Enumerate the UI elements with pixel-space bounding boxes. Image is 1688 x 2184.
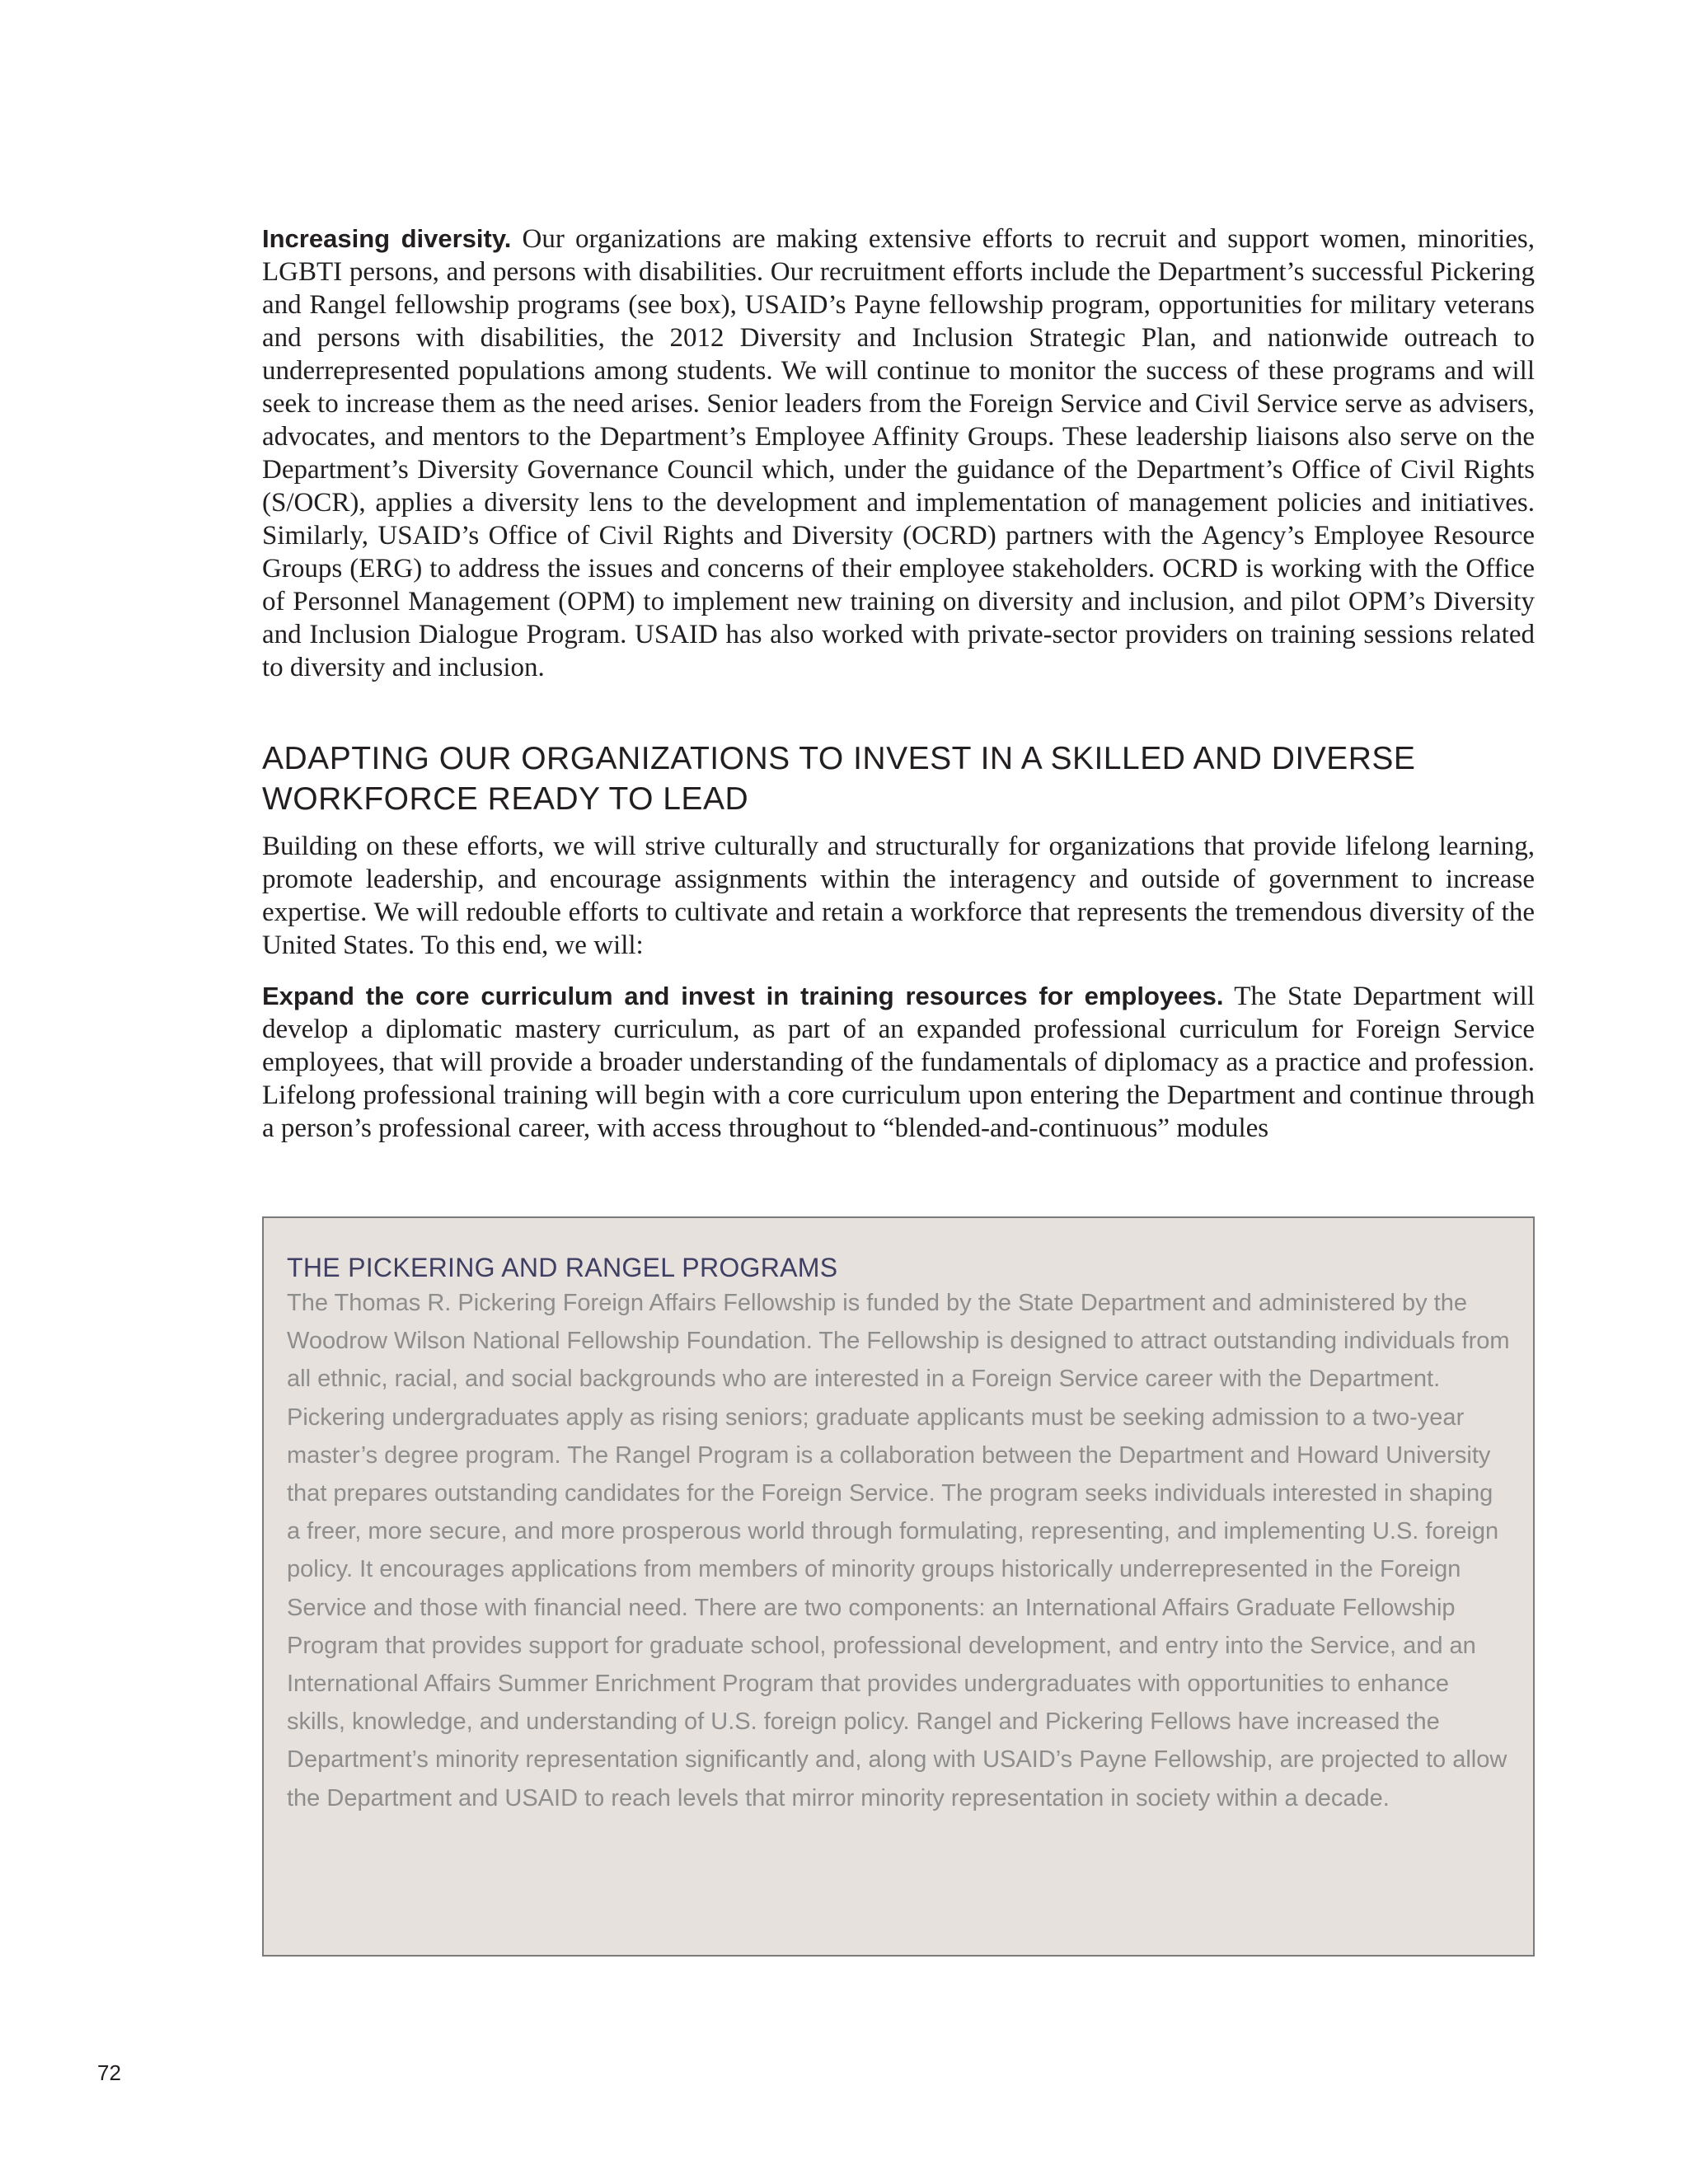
increasing-diversity-lead: Increasing diversity. <box>262 224 512 253</box>
sidebar-body: The Thomas R. Pickering Foreign Affairs Fellowship is funded by the State Department and administered by the Woodrow Wilson National Fellowship Foundation. The Fellowship is designed to attract outstanding individuals from all ethnic, racial, and social backgrounds who are interested in a Foreign Service career with the Department. Pickering undergraduates apply as rising seniors; graduate applicants must be seeking admission to a two-year master’s degree program. The Rangel Program is a collaboration between the Department and Howard University that prepares outstanding candidates for the Foreign Service. The program seeks individuals interested in shaping a freer, more secure, and more prosperous world through formulating, representing, and implementing U.S. foreign policy. It encourages applications from members of minority groups historically underrepresented in the Foreign Service and those with financial need. There are two components: an International Affairs Graduate Fellowship Program that provides support for graduate school, professional development, and entry into the Service, and an International Affairs Summer Enrichment Program that provides undergraduates with opportunities to enhance skills, knowledge, and understanding of U.S. foreign policy. Rangel and Pickering Fellows have increased the Department’s minority representation significantly and, along with USAID’s Payne Fellowship, are projected to allow the Department and USAID to reach levels that mirror minority representation in society within a decade. <box>287 1290 1510 1811</box>
expand-curriculum-lead: Expand the core curriculum and invest in training resources for employees. <box>262 982 1224 1010</box>
section-heading-line-2: WORKFORCE READY TO LEAD <box>262 781 749 817</box>
page-number: 72 <box>97 2060 121 2085</box>
increasing-diversity-text: Our organizations are making extensive efforts to recruit and support women, minorities, LGBTI persons, and persons with disabilities. Our recruitment efforts include the Department’s successful Pickering and Rangel fellowship programs (see box), USAID’s Payne fellowship program, opportunities for military veterans and persons with disabilities, the 2012 Diversity and Inclusion Strategic Plan, and nationwide outreach to underrepresented populations among students. We will continue to monitor the success of these programs and will seek to increase them as the need arises. Senior leaders from the Foreign Service and Civil Service serve as advisers, advocates, and mentors to the Department’s Employee Affinity Groups. These leadership liaisons also serve on the Department’s Diversity Governance Council which, under the guidance of the Department’s Office of Civil Rights (S/OCR), applies a diversity lens to the development and implementation of management policies and initiatives. Similarly, USAID’s Office of Civil Rights and Diversity (OCRD) partners with the Agency’s Employee Resource Groups (ERG) to address the issues and concerns of their employee stakeholders. OCRD is working with the Office of Personnel Management (OPM) to implement new training on diversity and inclusion, and pilot OPM’s Diversity and Inclusion Dialogue Program. USAID has also worked with private-sector providers on training sessions related to diversity and inclusion. <box>262 224 1536 682</box>
spacer <box>262 684 1535 738</box>
sidebar-title: THE PICKERING AND RANGEL PROGRAMS <box>287 1253 838 1282</box>
expand-curriculum-text: The State Department will develop a diplomatic mastery curriculum, as part of an expanded professional curriculum for Foreign Service employees, that will provide a broader understanding of the fundamentals of diplomacy as a practice and profession. Lifelong professional training will begin with a core curriculum upon entering the Department and continue through a person’s professional career, with access throughout to “blended-and-continuous” modules <box>262 982 1536 1143</box>
spacer <box>262 962 1535 980</box>
section-heading <box>262 738 1535 819</box>
spacer <box>262 819 1535 830</box>
building-on-efforts-paragraph: Building on these efforts, we will strive culturally and structurally for organizations that provide lifelong learning, promote leadership, and encourage assignments within the interagency and outside of government to increase expertise. We will redouble efforts to cultivate and retain a workforce that represents the tremendous diversity of the United States. To this end, we will: <box>262 832 1535 960</box>
main-content <box>262 223 1535 1145</box>
increasing-diversity-paragraph <box>262 223 1535 684</box>
pickering-rangel-sidebar-box <box>262 1216 1535 1957</box>
expand-curriculum-paragraph <box>262 980 1535 1145</box>
section-heading-line-1: ADAPTING OUR ORGANIZATIONS TO INVEST IN A SKILLED AND DIVERSE <box>262 741 1416 776</box>
